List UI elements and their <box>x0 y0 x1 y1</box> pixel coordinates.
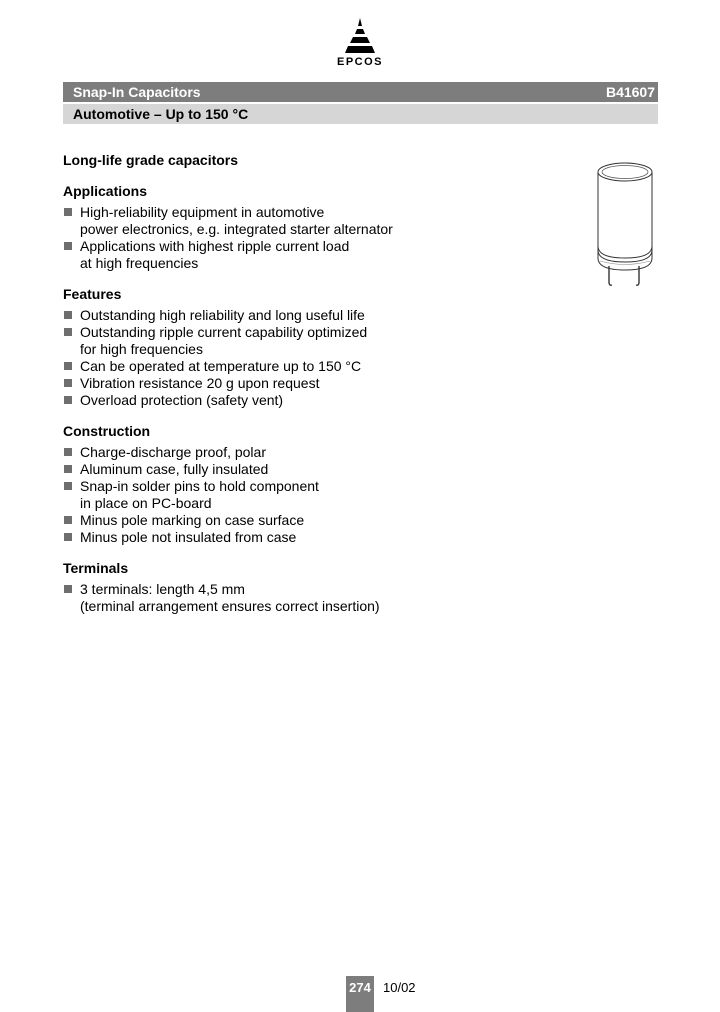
list-item-text: Aluminum case, fully insulated <box>80 461 269 477</box>
list-item-text: (terminal arrangement ensures correct insertion) <box>80 598 380 614</box>
list-item <box>63 461 563 478</box>
page-number-box <box>346 976 374 1012</box>
category-title: Snap-In Capacitors <box>73 84 201 100</box>
list-item-text: Outstanding high reliability and long useful life <box>80 307 365 323</box>
square-bullet-icon <box>64 533 72 541</box>
list-item <box>63 324 563 358</box>
main-content <box>63 152 563 629</box>
section-applications <box>63 183 563 272</box>
list-item <box>63 307 563 324</box>
section-heading: Terminals <box>63 560 129 576</box>
list-item <box>63 204 563 238</box>
list-item <box>63 444 563 461</box>
list-item-text: Minus pole not insulated from case <box>80 529 297 545</box>
list-item-text: Vibration resistance 20 g upon request <box>80 375 320 391</box>
section-heading: Features <box>63 286 122 302</box>
list-item-text: Outstanding ripple current capability optimized <box>80 324 368 340</box>
page-subtitle: Automotive – Up to 150 °C <box>73 106 249 122</box>
page-number: 274 <box>349 980 371 995</box>
square-bullet-icon <box>64 208 72 216</box>
list-item <box>63 375 563 392</box>
subtitle-bar <box>63 104 658 124</box>
list-item-text: Applications with highest ripple current load <box>80 238 350 254</box>
sections <box>63 183 563 615</box>
section-construction <box>63 423 563 546</box>
list-item-text: power electronics, e.g. integrated starter alternator <box>80 221 393 237</box>
list-item <box>63 581 563 615</box>
square-bullet-icon <box>64 516 72 524</box>
epcos-logo-icon <box>340 16 380 56</box>
list-item-text: Can be operated at temperature up to 150 °C <box>80 358 362 374</box>
list-item <box>63 478 563 512</box>
header-bar <box>63 82 658 102</box>
list-item-text: 3 terminals: length 4,5 mm <box>80 581 245 597</box>
section-terminals <box>63 560 563 615</box>
epcos-logo <box>328 16 392 72</box>
bullet-list <box>63 307 563 409</box>
intro-heading: Long-life grade capacitors <box>63 152 239 168</box>
square-bullet-icon <box>64 379 72 387</box>
section-features <box>63 286 563 409</box>
square-bullet-icon <box>64 311 72 319</box>
capacitor-image <box>592 158 658 292</box>
list-item-text: in place on PC-board <box>80 495 212 511</box>
square-bullet-icon <box>64 465 72 473</box>
issue-date: 10/02 <box>383 980 416 995</box>
section-heading: Construction <box>63 423 151 439</box>
section-heading: Applications <box>63 183 148 199</box>
list-item <box>63 529 563 546</box>
bullet-list <box>63 444 563 546</box>
square-bullet-icon <box>64 396 72 404</box>
list-item-text: Snap-in solder pins to hold component <box>80 478 319 494</box>
logo-text: EPCOS <box>336 56 383 68</box>
list-item <box>63 358 563 375</box>
square-bullet-icon <box>64 448 72 456</box>
list-item-text: for high frequencies <box>80 341 203 357</box>
list-item-text: Charge-discharge proof, polar <box>80 444 266 460</box>
bullet-list <box>63 581 563 615</box>
list-item-text: Overload protection (safety vent) <box>80 392 284 408</box>
list-item-text: Minus pole marking on case surface <box>80 512 305 528</box>
list-item <box>63 392 563 409</box>
part-number: B41607 <box>605 84 655 100</box>
square-bullet-icon <box>64 328 72 336</box>
square-bullet-icon <box>64 362 72 370</box>
square-bullet-icon <box>64 482 72 490</box>
square-bullet-icon <box>64 242 72 250</box>
list-item <box>63 238 563 272</box>
list-item-text: at high frequencies <box>80 255 199 271</box>
list-item <box>63 512 563 529</box>
list-item-text: High-reliability equipment in automotive <box>80 204 325 220</box>
square-bullet-icon <box>64 585 72 593</box>
bullet-list <box>63 204 563 272</box>
